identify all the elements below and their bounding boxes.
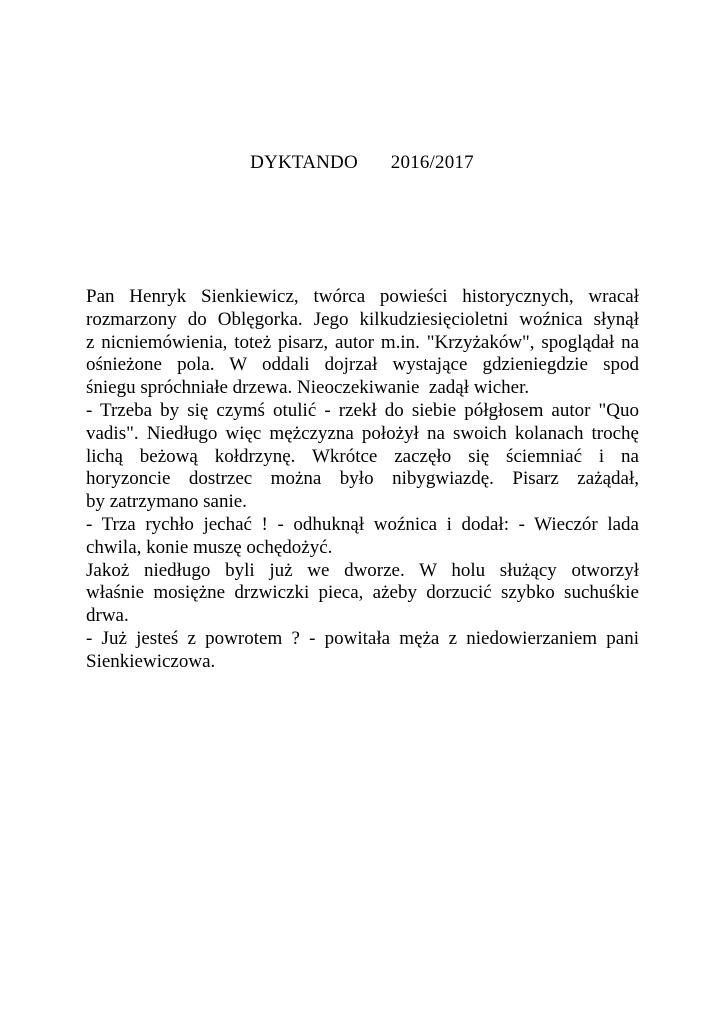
dictation-text xyxy=(86,286,639,674)
text-line: ośnieżone pola. W oddali dojrzał wystające gdzieniegdzie spod xyxy=(86,354,639,376)
text-line: Sienkiewiczowa. xyxy=(86,650,216,672)
text-line: - Już jesteś z powrotem ? - powitała męża z niedowierzaniem pani xyxy=(86,627,639,649)
text-line: Pan Henryk Sienkiewicz, twórca powieści historycznych, wracał xyxy=(86,286,639,307)
text-line: - Trza rychło jechać ! - odhuknął woźnica i dodał: - Wieczór lada xyxy=(86,513,639,535)
text-line: horyzoncie dostrzec można było nibygwiazdę. Pisarz zażądał, xyxy=(86,468,639,490)
text-line: Jakoż niedługo byli już we dworze. W holu służący otworzył xyxy=(86,559,639,581)
text-line: rozmarzony do Oblęgorka. Jego kilkudziesięcioletni woźnica słynął xyxy=(86,308,639,330)
text-line: lichą beżową kołdrzynę. Wkrótce zaczęło się ściemniać i na xyxy=(86,445,639,467)
document-title: DYKTANDO 2016/2017 xyxy=(250,152,474,173)
text-line: drwa. xyxy=(86,605,129,627)
text-line: z nicniemówienia, toteż pisarz, autor m.in. "Krzyżaków", spoglądał na xyxy=(86,331,639,353)
text-line: właśnie mosiężne drzwiczki pieca, ażeby dorzucić szybko suchuśkie xyxy=(86,582,639,604)
text-line: vadis". Niedługo więc mężczyzna położył na swoich kolanach trochę xyxy=(86,422,639,444)
text-line: by zatrzymano sanie. xyxy=(86,491,247,513)
text-line: śniegu spróchniałe drzewa. Nieoczekiwanie zadął wicher. xyxy=(86,377,530,399)
text-line: chwila, konie muszę ochędożyć. xyxy=(86,536,333,558)
text-line: - Trzeba by się czymś otulić - rzekł do siebie półgłosem autor "Quo xyxy=(86,399,639,421)
